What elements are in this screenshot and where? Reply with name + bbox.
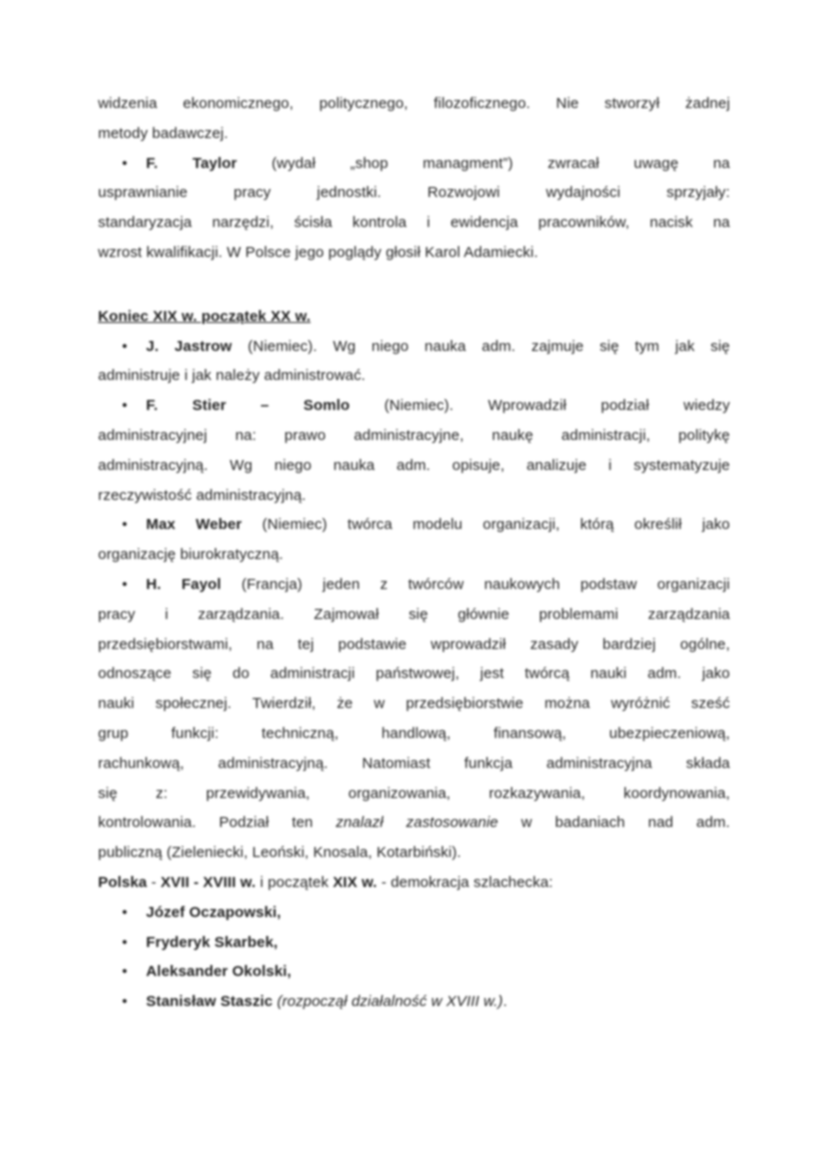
text-run: widzenia ekonomicznego, politycznego, filozoficznego. Nie stworzył żadnej <box>98 95 730 112</box>
list-item-staszic <box>98 987 730 1017</box>
bullet-fayol-line-2 <box>98 600 730 630</box>
document-body <box>98 89 730 1017</box>
bullet-taylor-line-2 <box>98 178 730 208</box>
bullet-fayol-line-3 <box>98 630 730 660</box>
paragraph-intro-continuation-line-2 <box>98 119 730 149</box>
text-run: standaryzacja narzędzi, ścisła kontrola i ewidencja pracowników, nacisk na <box>98 214 730 232</box>
text-run: administracyjną. Wg niego nauka adm. opisuje, analizuje i systematyzuje <box>98 456 730 474</box>
text-run: - demokracja szlachecka: <box>377 873 553 891</box>
text-run: kontrolowania. Podział ten <box>98 814 336 832</box>
bullet-jastrow-line-2 <box>98 361 730 391</box>
bullet-taylor <box>98 149 730 268</box>
text-run: usprawnianie pracy jednostki. Rozwojowi wydajności sprzyjały: <box>98 184 730 202</box>
bullet-stier-somlo-line-1 <box>98 391 730 421</box>
bullet-fayol-line-1 <box>98 570 730 600</box>
text-run: . <box>503 993 508 1011</box>
text-run: XIX w. <box>332 873 378 891</box>
section-heading-koniec-xix-line-1 <box>98 302 730 332</box>
bullet-fayol-line-7 <box>98 749 730 779</box>
text-run: metody badawczej. <box>98 124 229 142</box>
text-run: F. Stier – Somlo <box>146 397 350 415</box>
bullet-stier-somlo-line-3 <box>98 451 730 481</box>
section-heading-koniec-xix <box>98 302 730 332</box>
text-run: (Niemiec) twórca modelu organizacji, którą określił jako <box>241 516 730 534</box>
text-run: Polska <box>98 873 147 891</box>
text-run: znalazł zastosowanie <box>335 814 499 832</box>
paragraph-polska <box>98 868 730 898</box>
bullet-max-weber <box>98 510 730 570</box>
text-run: (wydał „shop managment”) zwracał uwagę na <box>236 154 730 172</box>
bullet-icon: • <box>122 516 128 534</box>
bullet-max-weber-line-2 <box>98 540 730 570</box>
bullet-max-weber-line-1 <box>98 510 730 540</box>
bullet-icon: • <box>122 575 128 593</box>
text-run: (Francja) jeden z twórców naukowych podstaw organizacji <box>221 575 730 593</box>
text-run: grup funkcji: techniczną, handlową, finansową, ubezpieczeniową, <box>98 724 730 742</box>
bullet-fayol-line-6 <box>98 719 730 749</box>
text-run: Fryderyk Skarbek, <box>146 933 278 951</box>
text-run: F. Taylor <box>146 154 237 172</box>
list-item-oczapowski <box>98 898 730 928</box>
bullet-fayol-line-8 <box>98 779 730 809</box>
list-item-okolski-line-1 <box>98 957 730 987</box>
text-run: Stanisław Staszic <box>146 993 278 1011</box>
bullet-icon: • <box>122 337 128 355</box>
text-run: (Niemiec). Wprowadził podział wiedzy <box>349 397 730 415</box>
bullet-taylor-line-1 <box>98 149 730 179</box>
bullet-fayol-line-9 <box>98 808 730 838</box>
bullet-fayol <box>98 570 730 868</box>
text-run: Koniec XIX w. początek XX w. <box>98 307 311 325</box>
text-run: administruje i jak należy administrować. <box>98 367 366 385</box>
text-run: Aleksander Okolski, <box>146 963 292 981</box>
bullet-icon: • <box>122 154 128 172</box>
text-run: publiczną (Zieleniecki, Leoński, Knosala, Kotarbiński). <box>98 844 462 862</box>
bullet-icon: • <box>122 993 128 1011</box>
text-run: organizację biurokratyczną. <box>98 546 284 564</box>
text-run: w badaniach nad adm. <box>498 814 730 832</box>
text-run: przedsiębiorstwami, na tej podstawie wprowadził zasady bardziej ogólne, <box>98 635 730 653</box>
bullet-icon: • <box>122 963 128 981</box>
bullet-stier-somlo-line-4 <box>98 481 730 511</box>
bullet-fayol-line-10 <box>98 838 730 868</box>
text-run: się z: przewidywania, organizowania, rozkazywania, koordynowania, <box>98 784 730 802</box>
text-run: administracyjnej na: prawo administracyjne, naukę administracji, politykę <box>98 426 730 444</box>
bullet-stier-somlo <box>98 391 730 510</box>
bullet-taylor-line-4 <box>98 238 730 268</box>
list-item-skarbek-line-1 <box>98 928 730 958</box>
text-run: (rozpoczął działalność w XVIII w.) <box>277 993 504 1011</box>
text-run: odnoszące się do administracji państwowej, jest twórcą nauki adm. jako <box>98 665 730 683</box>
text-run: XVII - XVIII w. <box>160 873 256 891</box>
text-run: (Niemiec). Wg niego nauka adm. zajmuje się tym jak się <box>231 337 730 355</box>
text-run: nauki społecznej. Twierdził, że w przedsiębiorstwie można wyróżnić sześć <box>98 695 730 713</box>
text-run: rachunkową, administracyjną. Natomiast funkcja administracyjna składa <box>98 754 730 772</box>
text-run: Józef Oczapowski, <box>146 903 282 921</box>
bullet-jastrow <box>98 332 730 392</box>
bullet-fayol-line-5 <box>98 689 730 719</box>
paragraph-intro-continuation-line-1 <box>98 89 730 119</box>
text-run: i początek <box>255 873 333 891</box>
text-run: wzrost kwalifikacji. W Polsce jego poglądy głosił Karol Adamiecki. <box>98 243 539 261</box>
paragraph-spacer <box>98 268 730 302</box>
bullet-jastrow-line-1 <box>98 332 730 362</box>
list-item-oczapowski-line-1 <box>98 898 730 928</box>
paragraph-polska-line-1 <box>98 868 730 898</box>
bullet-taylor-line-3 <box>98 208 730 238</box>
bullet-icon: • <box>122 903 128 921</box>
text-run: H. Fayol <box>146 575 222 593</box>
text-run: Max Weber <box>146 516 242 534</box>
bullet-icon: • <box>122 397 128 415</box>
list-item-skarbek <box>98 928 730 958</box>
bullet-stier-somlo-line-2 <box>98 421 730 451</box>
list-item-okolski <box>98 957 730 987</box>
paragraph-intro-continuation <box>98 89 730 149</box>
text-run: rzeczywistość administracyjną. <box>98 486 307 504</box>
bullet-icon: • <box>122 933 128 951</box>
list-item-staszic-line-1 <box>98 987 730 1017</box>
bullet-fayol-line-4 <box>98 659 730 689</box>
text-run: - <box>146 873 161 891</box>
text-run: J. Jastrow <box>146 337 232 355</box>
text-run: pracy i zarządzania. Zajmował się głównie problemami zarządzania <box>98 605 730 623</box>
